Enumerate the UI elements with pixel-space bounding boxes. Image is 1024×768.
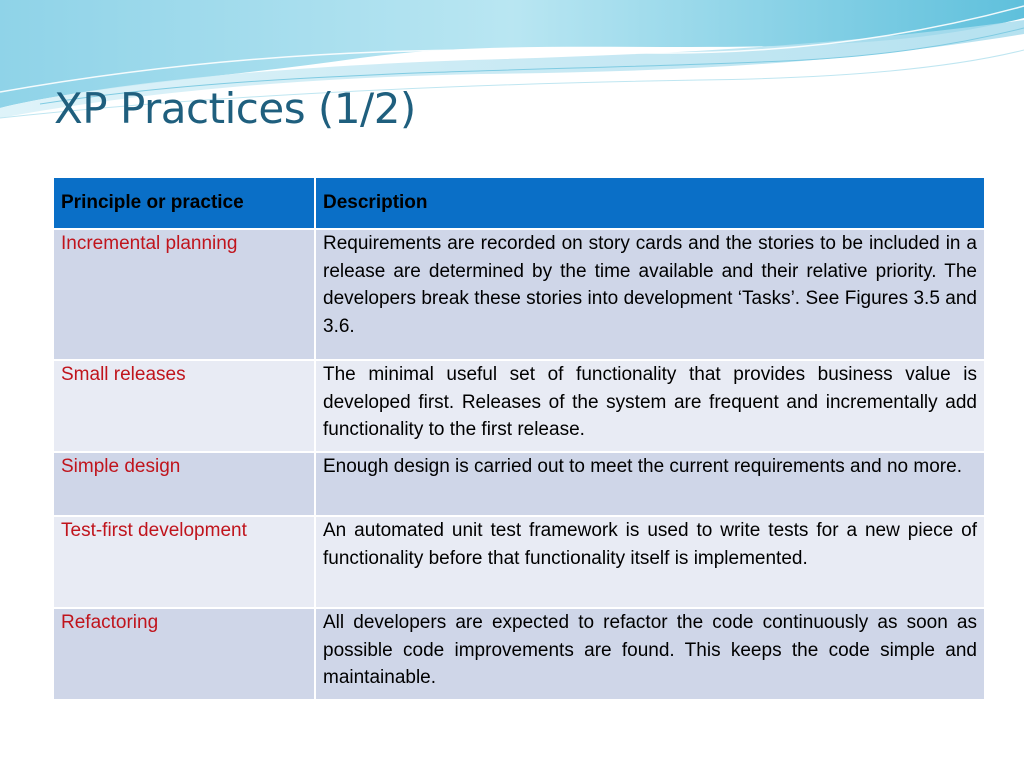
table-row [53,608,985,700]
xp-practices-table [52,176,986,701]
description-cell: The minimal useful set of functionality that provides business value is developed first. Releases of the system are frequent and incrementally add functionality to the first release. [315,360,985,452]
practice-cell: Incremental planning [53,229,315,360]
table-row [53,360,985,452]
description-cell: Requirements are recorded on story cards and the stories to be included in a release are determined by the time available and their relative priority. The developers break these stories into development ‘Tasks’. See Figures 3.5 and 3.6. [315,229,985,360]
table-row [53,229,985,360]
description-cell: An automated unit test framework is used to write tests for a new piece of functionality before that functionality itself is implemented. [315,516,985,608]
column-header-description: Description [315,177,985,229]
table-header-row [53,177,985,229]
description-cell: Enough design is carried out to meet the current requirements and no more. [315,452,985,516]
practice-cell: Test-first development [53,516,315,608]
practice-cell: Small releases [53,360,315,452]
table-row [53,516,985,608]
practice-cell: Simple design [53,452,315,516]
practice-cell: Refactoring [53,608,315,700]
description-cell: All developers are expected to refactor the code continuously as soon as possible code improvements are found. This keeps the code simple and maintainable. [315,608,985,700]
column-header-practice: Principle or practice [53,177,315,229]
table-row [53,452,985,516]
slide-title: XP Practices (1/2) [54,84,416,133]
